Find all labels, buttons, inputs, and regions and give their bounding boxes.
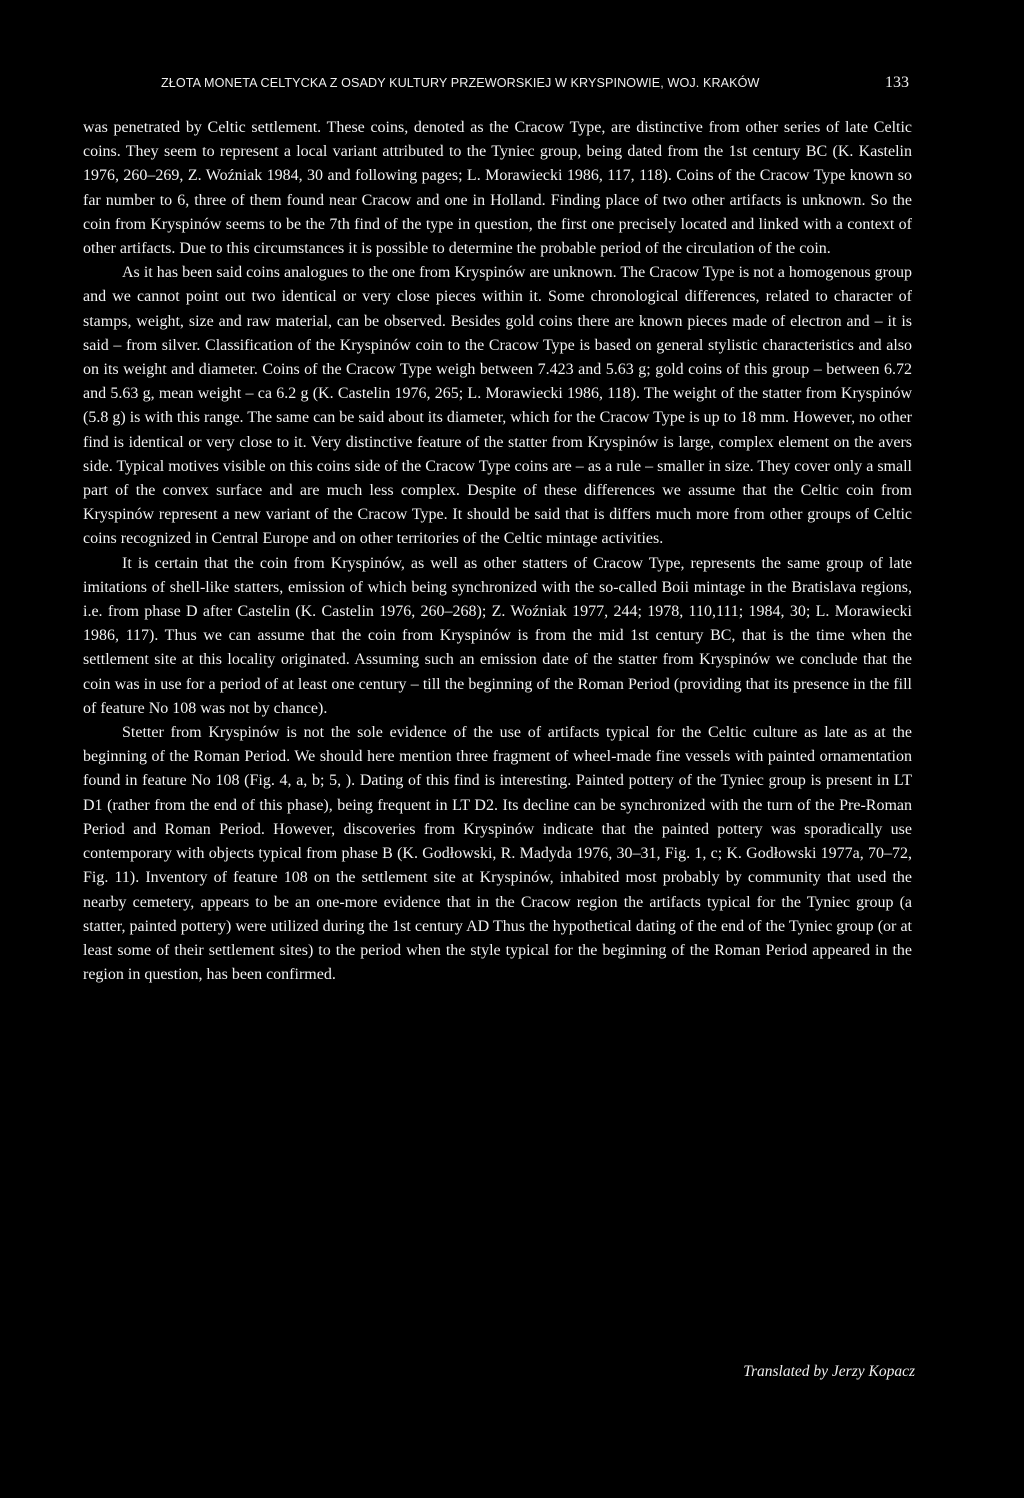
running-title: ZŁOTA MONETA CELTYCKA Z OSADY KULTURY PRZEWORSKIEJ W KRYSPINOWIE, WOJ. KRAKÓW [161, 76, 760, 90]
page-number: 133 [885, 74, 909, 91]
paragraph-2: As it has been said coins analogues to the one from Kryspinów are unknown. The Cracow Type is not a homogenous group and we cannot point out two identical or very close pieces within it. Some chronological differences, related to character of stamps, weight, size and raw material, can be observed. Besides gold coins there are known pieces made of electron and – it is said – from silver. Classification of the Kryspinów coin to the Cracow Type is based on general stylistic characteristics and also on its weight and diameter. Coins of the Cracow Type weigh between 7.423 and 5.63 g; gold coins of this group – between 6.72 and 5.63 g, mean weight – ca 6.2 g (K. Castelin 1976, 265; L. Morawiecki 1986, 118). The weight of the statter from Kryspinów (5.8 g) is with this range. The same can be said about its diameter, which for the Cracow Type is up to 18 mm. However, no other find is identical or very close to it. Very distinctive feature of the statter from Kryspinów is large, complex element on the avers side. Typical motives visible on this coins side of the Cracow Type coins are – as a rule – smaller in size. They cover only a small part of the convex surface and are much less complex. Despite of these differences we assume that the Celtic coin from Kryspinów represent a new variant of the Cracow Type. It should be said that is differs much more from other groups of Celtic coins recognized in Central Europe and on other territories of the Celtic mintage activities. [83, 264, 912, 548]
paragraph-4: Stetter from Kryspinów is not the sole evidence of the use of artifacts typical for the Celtic culture as late as at the beginning of the Roman Period. We should here mention three fragment of wheel-made fine vessels with painted ornamentation found in feature No 108 (Fig. 4, a, b; 5, ). Dating of this find is interesting. Painted pottery of the Tyniec group is present in LT D1 (rather from the end of this phase), being frequent in LT D2. Its decline can be synchronized with the turn of the Pre-Roman Period and Roman Period. However, discoveries from Kryspinów indicate that the painted pottery was sporadically use contemporary with objects typical from phase B (K. Godłowski, R. Madyda 1976, 30–31, Fig. 1, c; K. Godłowski 1977a, 70–72, Fig. 11). Inventory of feature 108 on the settlement site at Kryspinów, inhabited most probably by community that used the nearby cemetery, appears to be an one-more evidence that in the Cracow region the artifacts typical for the Tyniec group (a statter, painted pottery) were utilized during the 1st century AD Thus the hypothetical dating of the end of the Tyniec group (or at least some of their settlement sites) to the period when the style typical for the beginning of the Roman Period appeared in the region in question, has been confirmed. [83, 724, 912, 984]
translator-credit: Translated by Jerzy Kopacz [743, 1363, 915, 1380]
running-header [83, 76, 912, 96]
paragraph-1: was penetrated by Celtic settlement. These coins, denoted as the Cracow Type, are distinctive from other series of late Celtic coins. They seem to represent a local variant attributed to the Tyniec group, being dated from the 1st century BC (K. Kastelin 1976, 260–269, Z. Woźniak 1984, 30 and following pages; L. Morawiecki 1986, 117, 118). Coins of the Cracow Type known so far number to 6, three of them found near Cracow and one in Holland. Finding place of two other artifacts is unknown. So the coin from Kryspinów seems to be the 7th find of the type in question, the first one precisely located and linked with a context of other artifacts. Due to this circumstances it is possible to determine the probable period of the circulation of the coin. [83, 119, 912, 258]
document-page [83, 0, 915, 1498]
body-text [83, 116, 912, 987]
paragraph-3: It is certain that the coin from Kryspinów, as well as other statters of Cracow Type, represents the same group of late imitations of shell-like statters, emission of which being synchronized with the so-called Boii mintage in the Bratislava regions, i.e. from phase D after Castelin (K. Castelin 1976, 260–268); Z. Woźniak 1977, 244; 1978, 110,111; 1984, 30; L. Morawiecki 1986, 117). Thus we can assume that the coin from Kryspinów is from the mid 1st century BC, that is the time when the settlement site at this locality originated. Assuming such an emission date of the statter from Kryspinów we conclude that the coin was in use for a period of at least one century – till the beginning of the Roman Period (providing that its presence in the fill of feature No 108 was not by chance). [83, 554, 912, 717]
